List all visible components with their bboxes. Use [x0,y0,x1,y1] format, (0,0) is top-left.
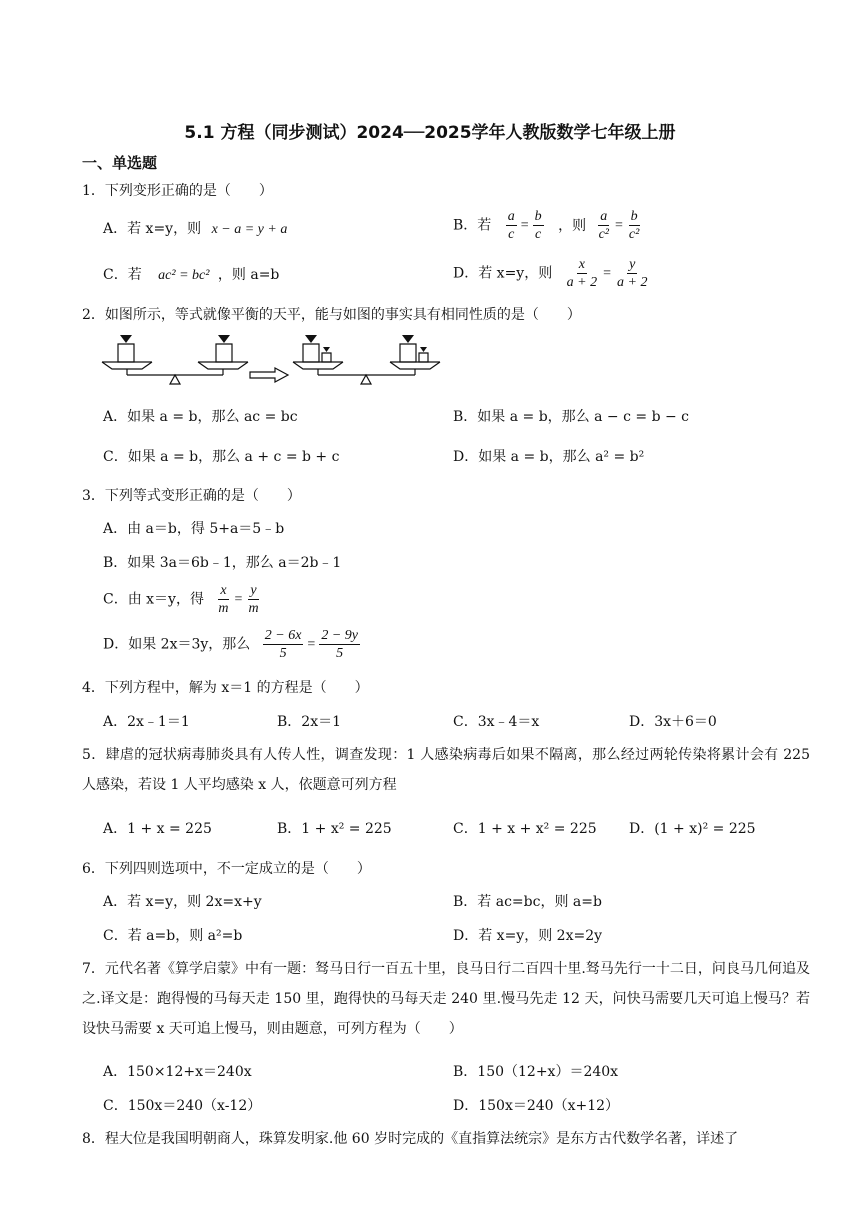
q2-option-b: B．如果 a = b，那么 a − c = b − c [453,409,690,425]
question-2-stem: 2．如图所示，等式就像平衡的天平，能与如图的事实具有相同性质的是（ ） [82,307,581,323]
q5-option-a: A．1 + x = 225 [103,821,212,837]
q3-d-frac2: $\frac{2 - 9y}{5}$ [321,628,358,661]
page-title: 5.1 方程（同步测试）2024──2025学年人教版数学七年级上册 [184,123,676,143]
q1-c-suffix: ，则 a=b [217,267,280,283]
q1-b-mid: ，则 [558,217,587,234]
q1-b-frac2: $\frac{b}{c}$ [534,209,542,242]
q5-option-b: B．1 + x² = 225 [277,821,392,837]
q1-c-expression: ac² = bc² [158,268,210,283]
q3-c-prefix: C．由 x＝y，得 [103,591,204,608]
q4-option-b: B．2x＝1 [277,714,341,730]
q7-option-d: D．150x＝240（x+12） [453,1098,620,1114]
q7-option-a: A．150×12+x＝240x [103,1064,252,1080]
q3-d-frac1: $\frac{2 - 6x}{5}$ [264,628,302,661]
question-5-stem: 5．肆虐的冠状病毒肺炎具有人传人性，调查发现：1 人感染病毒后如果不隔离，那么经过两轮传染将累计会有 225 人感染，若设 1 人平均感染 x 人，依题意可列方程 [82,747,810,793]
q1-b-prefix: B．若 [453,217,492,234]
question-7-stem: 7．元代名著《算学启蒙》中有一题：驽马日行一百五十里，良马日行二百四十里.驽马先行一十二日，问良马几何追及之.译文是：跑得慢的马每天走 150 里，跑得快的马每天走 240 里.慢马先走 12 天，问快马需要几天可追上慢马？若设快马需要 x 天可追上慢马，则由题意，可列方程为（ ） [82,961,810,1037]
q1-a-expression: x − a = y + a [211,222,288,237]
q1-b-frac1: $\frac{a}{c}$ [507,209,515,242]
section-heading: 一、单选题 [82,154,158,172]
q3-option-a: A．由 a＝b，得 5+a＝5﹣b [103,521,285,537]
question-8-stem: 8．程大位是我国明朝商人，珠算发明家.他 60 岁时完成的《直指算法统宗》是东方古代数学名著，详述了 [82,1131,739,1147]
q1-d-frac2: $\frac{y}{a + 2}$ [617,257,648,290]
q1-option-c [103,264,279,284]
q3-option-c: C．由 x＝y，得 $\frac{x}{m}$ = $\frac{y}{m}$ [103,583,259,616]
q6-option-d: D．若 x=y，则 2x=2y [453,928,603,944]
question-4-stem: 4．下列方程中，解为 x＝1 的方程是（ ） [82,680,369,696]
q1-option-d: D．若 x=y，则 $\frac{x}{a + 2}$ = $\frac{y}{a + 2}$ [453,257,648,290]
q1-b-frac4: $\frac{b}{\text{c²}}$ [628,209,640,242]
q1-d-frac1: $\frac{x}{a + 2}$ [566,257,598,290]
q2-option-c: C．如果 a = b，那么 a + c = b + c [103,449,340,465]
q2-option-d: D．如果 a = b，那么 a² = b² [453,449,645,465]
q3-option-d: D．如果 2x＝3y，那么 $\frac{2 - 6x}{5}$ = $\frac{2 - 9y}{5}$ [103,628,358,661]
q7-option-b: B．150（12+x）＝240x [453,1064,619,1080]
q5-option-c: C．1 + x + x² = 225 [453,821,597,837]
q1-d-prefix: D．若 x=y，则 [453,265,553,282]
q6-option-c: C．若 a=b，则 a²=b [103,928,243,944]
question-3-stem: 3．下列等式变形正确的是（ ） [82,488,301,504]
q3-d-prefix: D．如果 2x＝3y，那么 [103,636,251,653]
q1-c-prefix: C．若 [103,267,142,283]
q3-c-frac1: $\frac{x}{m}$ [218,583,229,616]
q4-option-d: D．3x＋6＝0 [629,714,717,730]
q6-option-a: A．若 x=y，则 2x=x+y [103,894,262,910]
balance-scale-figure [100,332,445,392]
q4-option-a: A．2x﹣1＝1 [103,714,190,730]
q3-option-b: B．如果 3a＝6b﹣1，那么 a＝2b﹣1 [103,555,342,571]
question-6-stem: 6．下列四则选项中，不一定成立的是（ ） [82,861,371,877]
q5-option-d: D．(1 + x)² = 225 [629,821,756,837]
q1-a-prefix: A．若 x=y，则 [103,221,202,237]
q1-option-b: B．若 $\frac{a}{c}$ = $\frac{b}{c}$ ，则 $\frac{a}{\text{c²}}$ = $\frac{b}{\text{c²}}$ [453,209,640,242]
q2-option-a: A．如果 a = b，那么 ac = bc [103,409,298,425]
q1-b-frac3: $\frac{a}{\text{c²}}$ [598,209,609,242]
question-1-stem: 1．下列变形正确的是（ ） [82,183,273,199]
q3-c-frac2: $\frac{y}{m}$ [248,583,259,616]
q7-option-c: C．150x＝240（x-12） [103,1098,262,1114]
q4-option-c: C．3x﹣4＝x [453,714,540,730]
q6-option-b: B．若 ac=bc，则 a=b [453,894,602,910]
q1-option-a [103,218,287,238]
